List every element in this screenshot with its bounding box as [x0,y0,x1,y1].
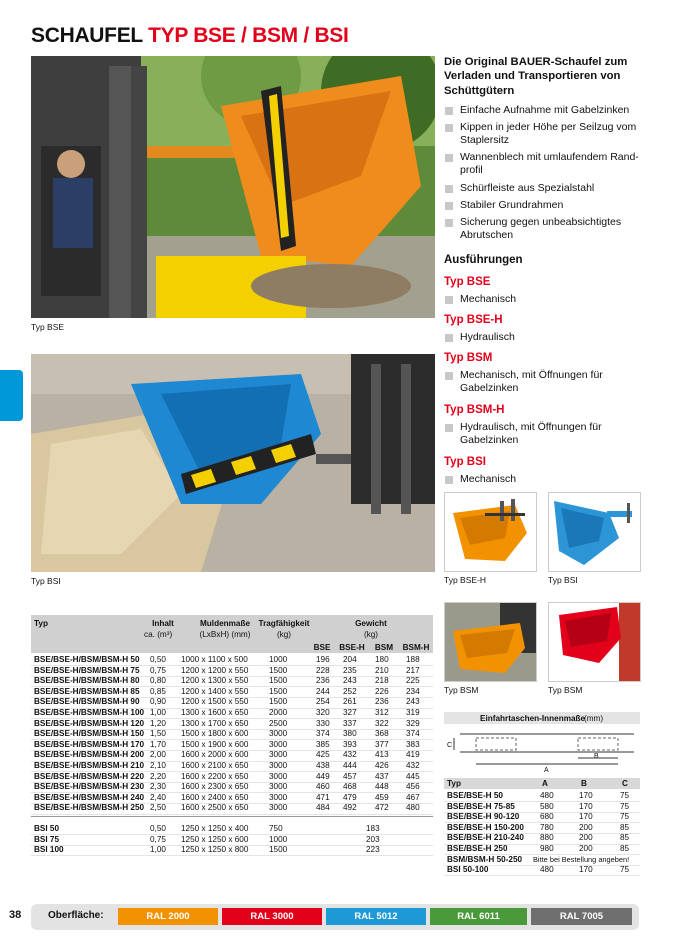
table-cell: 3000 [269,739,288,749]
table-cell: 445 [406,771,420,781]
table-cell: 480 [406,803,420,813]
section-heading-ausfuehrungen: Ausführungen [444,254,523,266]
table-cell: 1600 x 2100 x 650 [181,761,249,770]
table-cell: 2,00 [150,750,166,760]
type-description: Hydraulisch, mit Öffnungen für Gabelzinken [444,421,614,448]
table-cell: 377 [375,739,389,749]
table-cell: 3000 [269,771,288,781]
caption-bsm-1: Typ BSM [444,685,479,695]
table-row-typ: BSE/BSE-H/BSM/BSM-H 90 [34,697,140,707]
table-row-typ: BSE/BSE-H/BSM/BSM-H 250 [34,803,145,813]
type-heading: Typ BSE [444,276,491,288]
table-row-typ: BSI 100 [34,845,64,855]
table-cell: 236 [316,676,330,686]
col-header-gewicht-unit: (kg) [363,630,379,639]
table-cell: 217 [406,665,420,675]
table-cell: 244 [316,686,330,696]
caption-bsi: Typ BSI [31,576,61,586]
table-cell: 432 [343,750,357,760]
table-cell: 203 [366,834,380,844]
table-row-typ: BSI 75 [34,834,60,844]
ins-col-a: A [542,779,548,788]
type-heading: Typ BSM-H [444,404,505,416]
table-cell: 0,75 [150,834,166,844]
col-header-trag-unit: (kg) [276,630,292,639]
table-cell: 1500 [269,676,288,686]
table-cell: 235 [343,665,357,675]
ins-row-typ: BSE/BSE-H 210-240 [447,833,524,843]
feature-item: Kippen in jeder Höhe per Seilzug vom Staplersitz [444,121,649,148]
ral-swatch-ral-2000: RAL 2000 [118,908,218,925]
table-cell: 383 [406,739,420,749]
col-header-bse: BSE [313,643,331,652]
caption-bsi-small: Typ BSI [548,575,578,585]
table-cell: 467 [406,792,420,802]
ins-cell: 200 [579,822,593,832]
type-heading: Typ BSI [444,456,486,468]
table-cell: 456 [406,782,420,792]
table-cell: 1200 x 1400 x 550 [181,686,249,696]
table-cell: 1,70 [150,739,166,749]
feature-item: Schürfleiste aus Spezialstahl [444,182,649,195]
table-cell: 479 [343,792,357,802]
table-row-typ: BSI 50 [34,824,60,833]
table-cell: 368 [375,729,389,739]
table-cell: 228 [316,665,330,675]
table-cell: 183 [366,824,380,833]
table-cell: 1600 x 2300 x 650 [181,782,249,792]
table-cell: 1250 x 1250 x 800 [181,845,249,855]
table-cell: 1500 [269,665,288,675]
table-cell: 254 [316,697,330,707]
ins-cell: 170 [579,801,593,811]
table-cell: 252 [343,686,357,696]
table-cell: 236 [375,697,389,707]
table-cell: 449 [316,771,330,781]
diagram-label-a: A [544,767,549,774]
type-heading: Typ BSM [444,352,493,364]
col-header-bsm: BSM [374,643,394,652]
col-header-mulden-unit: (LxBxH) (mm) [199,630,251,639]
diagram-label-b: B [594,753,599,760]
table-cell: 3000 [269,792,288,802]
table-cell: 3000 [269,803,288,813]
table-cell: 2500 [269,718,288,728]
ral-swatch-ral-7005: RAL 7005 [531,908,632,925]
table-cell: 1500 x 1800 x 600 [181,729,249,739]
section-tab [0,370,23,421]
table-cell: 425 [316,750,330,760]
table-cell: 1250 x 1250 x 400 [181,824,249,833]
ins-col-c: C [622,779,628,788]
col-header-typ: Typ [34,619,48,628]
row-divider [31,855,433,856]
ins-row-typ: BSE/BSE-H 90-120 [447,812,520,822]
table-cell: 0,50 [150,655,166,664]
row-divider [444,875,640,876]
table-cell: 457 [343,771,357,781]
ins-cell: 680 [540,812,554,822]
table-cell: 320 [316,708,330,717]
ins-row-typ: BSM/BSM-H 50-250 [447,854,523,864]
ins-col-typ: Typ [447,779,461,788]
table-cell: 426 [375,761,389,770]
table-cell: 1,50 [150,729,166,739]
table-cell: 1200 x 1200 x 550 [181,665,249,675]
table-cell: 3000 [269,782,288,792]
col-header-inhalt: Inhalt [152,619,174,628]
ins-cell: 480 [540,791,554,800]
ins-cell: 980 [540,844,554,853]
table-cell: 1000 x 1100 x 500 [181,655,248,664]
surface-label: Oberfläche: [48,910,104,921]
table-cell: 226 [375,686,389,696]
table-cell: 225 [406,676,420,686]
ral-swatch-ral-6011: RAL 6011 [430,908,527,925]
table-cell: 460 [316,782,330,792]
table-cell: 2,20 [150,771,166,781]
ins-row-typ: BSE/BSE-H 150-200 [447,822,524,832]
table-cell: 1600 x 2200 x 650 [181,771,249,781]
feature-item: Sicherung gegen unbeabsichtigtes Abrutschen [444,216,649,243]
table-cell: 312 [375,708,389,717]
intro-text: Die Original BAUER-Schaufel zum Verladen und Transportieren von Schüttgütern [444,56,628,97]
table-row-typ: BSE/BSE-H/BSM/BSM-H 120 [34,718,145,728]
ins-cell: 85 [620,833,630,843]
table-cell: 419 [406,750,420,760]
table-cell: 484 [316,803,330,813]
table-cell: 2,40 [150,792,166,802]
table-cell: 2,10 [150,761,166,770]
table-cell: 261 [343,697,357,707]
table-row-typ: BSE/BSE-H/BSM/BSM-H 230 [34,782,145,792]
ins-row-typ: BSE/BSE-H 250 [447,844,508,853]
table-cell: 0,75 [150,665,166,675]
photo-bsi [31,354,435,572]
table-row-typ: BSE/BSE-H/BSM/BSM-H 210 [34,761,145,770]
table-cell: 750 [269,824,283,833]
table-cell: 319 [406,708,420,717]
table-cell: 0,50 [150,824,166,833]
caption-bsm-2: Typ BSM [548,685,583,695]
ins-cell: 85 [620,844,630,853]
ins-cell: 170 [579,812,593,822]
table-row-typ: BSE/BSE-H/BSM/BSM-H 100 [34,708,145,717]
photo-bse-h [444,492,537,572]
table-cell: 1600 x 2500 x 650 [181,803,249,813]
ins-cell: 170 [579,865,593,875]
table-cell: 327 [343,708,357,717]
table-cell: 471 [316,792,330,802]
table-cell: 472 [375,803,389,813]
table-cell: 322 [375,718,389,728]
type-description: Mechanisch [444,473,649,486]
table-cell: 1500 x 1900 x 600 [181,739,249,749]
table-cell: 330 [316,718,330,728]
col-header-inhalt-unit: ca. (m³) [144,630,173,639]
ins-cell: 75 [620,865,630,875]
col-header-bseh: BSE-H [339,643,365,652]
table-row-typ: BSE/BSE-H/BSM/BSM-H 150 [34,729,145,739]
table-cell: 3000 [269,729,288,739]
table-cell: 380 [343,729,357,739]
table-cell: 223 [366,845,380,855]
table-cell: 432 [406,761,420,770]
table-cell: 374 [406,729,420,739]
table-cell: 234 [406,686,420,696]
table-cell: 468 [343,782,357,792]
caption-bse: Typ BSE [31,322,65,332]
table-cell: 1300 x 1700 x 650 [181,718,249,728]
table-cell: 180 [375,655,389,664]
type-description: Hydraulisch [444,331,649,344]
table-cell: 2000 [269,708,288,717]
table-row-typ: BSE/BSE-H/BSM/BSM-H 85 [34,686,140,696]
table-cell: 1500 [269,697,288,707]
table-cell: 492 [343,803,357,813]
ins-cell: 75 [620,791,630,800]
table-cell: 438 [316,761,330,770]
table-row-typ: BSE/BSE-H/BSM/BSM-H 75 [34,665,140,675]
table-cell: 413 [375,750,389,760]
table-cell: 1600 x 2400 x 650 [181,792,249,802]
table-row-typ: BSE/BSE-H/BSM/BSM-H 50 [34,655,140,664]
table-row-typ: BSE/BSE-H/BSM/BSM-H 80 [34,676,140,686]
table-cell: 188 [406,655,420,664]
table-row-typ: BSE/BSE-H/BSM/BSM-H 240 [34,792,145,802]
table-cell: 1300 x 1600 x 650 [181,708,249,717]
table-row-typ: BSE/BSE-H/BSM/BSM-H 220 [34,771,145,781]
table-cell: 1500 [269,845,288,855]
col-header-mulden: Muldenmaße [199,619,251,628]
ins-cell: 200 [579,844,593,853]
table-cell: 218 [375,676,389,686]
table-cell: 1000 [269,655,288,664]
ins-cell: 170 [579,791,593,800]
table-row-typ: BSE/BSE-H/BSM/BSM-H 200 [34,750,145,760]
col-header-gewicht: Gewicht [355,619,387,628]
ins-cell: 880 [540,833,554,843]
insert-table-title: Einfahrtaschen-Innenmaße [480,714,586,723]
table-cell: 204 [343,655,357,664]
diagram-label-c: C [447,742,453,749]
insert-table-title-unit: (mm) [584,714,604,723]
table-cell: 243 [406,697,420,707]
table-cell: 385 [316,739,330,749]
insert-dimensions-table [444,712,640,892]
table-cell: 1200 x 1300 x 550 [181,676,249,686]
feature-item: Wannenblech mit umlaufendem Rand-profil [444,151,649,178]
insert-pocket-diagram [444,728,640,776]
photo-bsm-orange [444,602,537,682]
type-description: Mechanisch, mit Öffnungen für Gabelzinken [444,369,614,396]
table-cell: 459 [375,792,389,802]
table-cell: 2,50 [150,803,166,813]
table-cell: 444 [343,761,357,770]
caption-bse-h: Typ BSE-H [444,575,487,585]
table-divider [31,816,433,817]
table-cell: 0,85 [150,686,166,696]
table-cell: 0,80 [150,676,166,686]
table-cell: 1500 [269,686,288,696]
spec-table [31,615,433,895]
ins-cell: 480 [540,865,554,875]
feature-item: Stabiler Grundrahmen [444,199,649,212]
ral-swatch-ral-5012: RAL 5012 [326,908,426,925]
table-cell: 1,20 [150,718,166,728]
table-cell: 393 [343,739,357,749]
ins-cell: 580 [540,801,554,811]
feature-item: Einfache Aufnahme mit Gabelzinken [444,104,649,117]
ins-row-typ: BSE/BSE-H 75-85 [447,801,515,811]
table-cell: 329 [406,718,420,728]
table-cell: 3000 [269,750,288,760]
table-cell: 210 [375,665,389,675]
table-cell: 1,00 [150,708,166,717]
table-cell: 437 [375,771,389,781]
ins-row-typ: BSI 50-100 [447,865,489,875]
ins-cell: 75 [620,812,630,822]
row-divider [31,814,433,815]
table-cell: 1250 x 1250 x 600 [181,834,249,844]
table-cell: 374 [316,729,330,739]
table-cell: 448 [375,782,389,792]
col-header-trag: Tragfähigkeit [258,619,310,628]
ins-row-typ: BSE/BSE-H 50 [447,791,503,800]
table-cell: 2,30 [150,782,166,792]
table-row-typ: BSE/BSE-H/BSM/BSM-H 170 [34,739,145,749]
table-cell: 1000 [269,834,288,844]
photo-bse [31,56,435,318]
ins-cell: 85 [620,822,630,832]
page-number: 38 [9,909,22,921]
table-cell: 1200 x 1500 x 550 [181,697,249,707]
table-cell: 243 [343,676,357,686]
table-cell: 196 [316,655,330,664]
photo-bsm-red [548,602,641,682]
type-heading: Typ BSE-H [444,314,503,326]
page-title: SCHAUFEL TYP BSE / BSM / BSI [31,24,349,47]
col-header-bsmh: BSM-H [402,643,430,652]
table-cell: 1,00 [150,845,166,855]
table-cell: 1600 x 2000 x 600 [181,750,249,760]
ins-col-b: B [581,779,587,788]
table-cell: 0,90 [150,697,166,707]
table-cell: 3000 [269,761,288,770]
ral-swatch-ral-3000: RAL 3000 [222,908,322,925]
photo-bsi-small [548,492,641,572]
ins-cell: 75 [620,801,630,811]
type-description: Mechanisch [444,293,649,306]
table-cell: 337 [343,718,357,728]
ins-note: Bitte bei Bestellung angeben! [533,854,630,864]
ins-cell: 200 [579,833,593,843]
ins-cell: 780 [540,822,554,832]
